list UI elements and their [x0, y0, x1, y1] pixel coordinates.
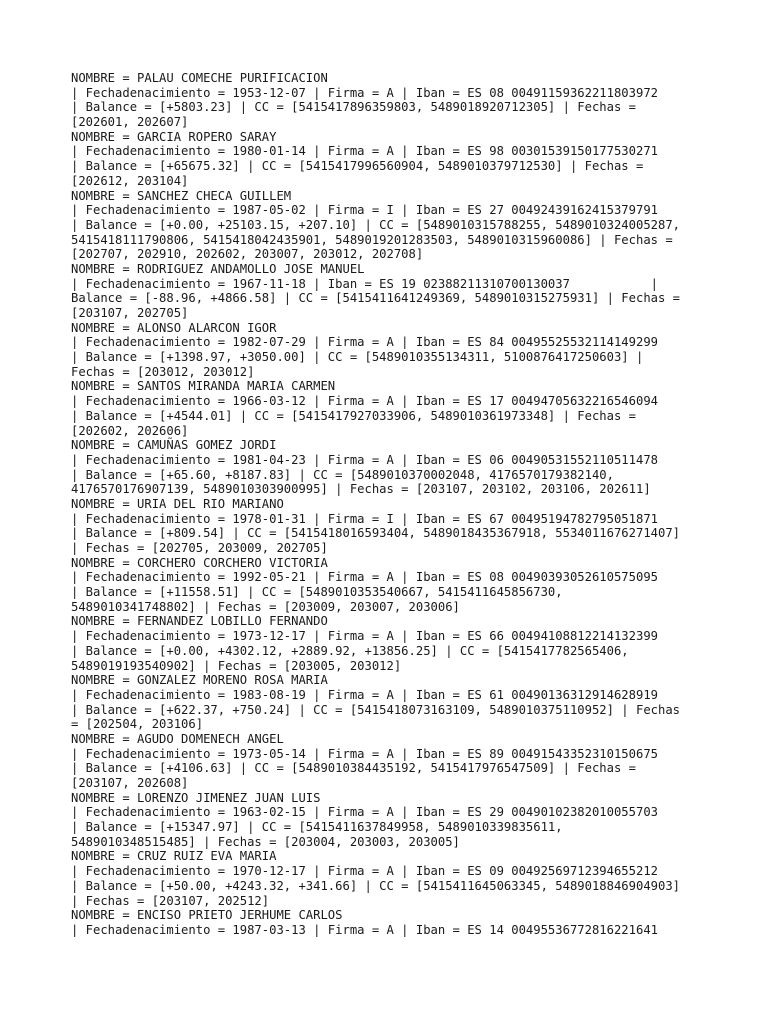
text-line: NOMBRE = AGUDO DOMENECH ANGEL — [71, 731, 284, 746]
text-line: | Balance = [+0.00, +25103.15, +207.10] | CC = [5489010315788255, 5489010324005287, — [71, 217, 681, 232]
text-line: | Balance = [+50.00, +4243.32, +341.66] | CC = [5415411645063345, 5489018846904903] — [71, 878, 681, 893]
text-line: NOMBRE = CAMUÑAS GOMEZ JORDI — [71, 438, 277, 453]
text-line: [202707, 202910, 202602, 203007, 203012, 202708] — [71, 247, 424, 262]
text-line: NOMBRE = RODRIGUEZ ANDAMOLLO JOSE MANUEL — [71, 261, 365, 276]
text-line: NOMBRE = SANTOS MIRANDA MARIA CARMEN — [71, 379, 336, 394]
text-line: | Fechadenacimiento = 1973-12-17 | Firma = A | Iban = ES 66 00494108812214132399 — [71, 629, 658, 644]
text-line: [203107, 202608] — [71, 776, 189, 790]
text-line: | Balance = [+809.54] | CC = [5415418016593404, 5489018435367918, 5534011676271407] — [71, 526, 681, 541]
text-line: | Balance = [+4544.01] | CC = [5415417927033906, 5489010361973348] | Fechas = — [71, 408, 636, 423]
text-line: | Balance = [+1398.97, +3050.00] | CC = [5489010355134311, 5100876417250603] | — [71, 350, 644, 365]
text-line: NOMBRE = URIA DEL RIO MARIANO — [71, 496, 284, 511]
text-line: NOMBRE = LORENZO JIMENEZ JUAN LUIS — [71, 790, 321, 805]
text-line: | Fechadenacimiento = 1953-12-07 | Firma = A | Iban = ES 08 00491159362211803972 — [71, 85, 658, 100]
text-line: | Fechas = [202705, 203009, 202705] — [71, 541, 328, 555]
text-line: NOMBRE = FERNANDEZ LOBILLO FERNANDO — [71, 614, 328, 629]
text-line: NOMBRE = CRUZ RUIZ EVA MARIA — [71, 849, 277, 864]
text-line: NOMBRE = GARCIA ROPERO SARAY — [71, 129, 277, 144]
text-line: | Fechadenacimiento = 1963-02-15 | Firma = A | Iban = ES 29 00490102382010055703 — [71, 805, 658, 820]
text-line: | Fechadenacimiento = 1987-03-13 | Firma = A | Iban = ES 14 00495536772816221641 — [71, 922, 658, 937]
text-line: | Balance = [+5803.23] | CC = [5415417896359803, 5489018920712305] | Fechas = — [71, 100, 636, 115]
text-line: [202612, 203104] — [71, 173, 189, 188]
text-line: | Fechadenacimiento = 1967-11-18 | Iban = ES 19 02388211310700130037 | — [71, 276, 658, 291]
text-line: | Fechadenacimiento = 1983-08-19 | Firma = A | Iban = ES 61 00490136312914628919 — [71, 687, 658, 702]
text-line: NOMBRE = SANCHEZ CHECA GUILLEM — [71, 188, 292, 203]
text-line: [202602, 202606] — [71, 423, 189, 438]
text-line: | Balance = [+622.37, +750.24] | CC = [5415418073163109, 5489010375110952] | Fechas — [71, 702, 681, 717]
text-line: | Balance = [+4106.63] | CC = [5489010384435192, 5415417976547509] | Fechas = — [71, 761, 636, 776]
text-line: 5489019193540902] | Fechas = [203005, 203012] — [71, 658, 402, 673]
text-line: | Balance = [+15347.97] | CC = [5415411637849958, 5489010339835611, — [71, 820, 563, 835]
text-line: Balance = [-88.96, +4866.58] | CC = [5415411641249369, 5489010315275931] | Fechas = — [71, 291, 681, 306]
text-line: | Balance = [+65675.32] | CC = [5415417996560904, 5489010379712530] | Fechas = — [71, 159, 644, 174]
text-line: NOMBRE = ENCISO PRIETO JERHUME CARLOS — [71, 908, 343, 923]
text-line: Fechas = [203012, 203012] — [71, 364, 255, 379]
text-line: | Fechas = [203107, 202512] — [71, 893, 270, 908]
text-line: = [202504, 203106] — [71, 717, 204, 732]
text-line: NOMBRE = GONZALEZ MORENO ROSA MARIA — [71, 673, 328, 688]
text-line: | Balance = [+65.60, +8187.83] | CC = [5489010370002048, 4176570179382140, — [71, 467, 614, 482]
text-line: 4176570176907139, 5489010303900995] | Fechas = [203107, 203102, 203106, 202611] — [71, 482, 651, 497]
text-line: [202601, 202607] — [71, 115, 189, 130]
text-line: | Fechadenacimiento = 1978-01-31 | Firma = I | Iban = ES 67 00495194782795051871 — [71, 511, 658, 526]
text-line: | Fechadenacimiento = 1987-05-02 | Firma = I | Iban = ES 27 00492439162415379791 — [71, 203, 658, 218]
text-line: | Balance = [+11558.51] | CC = [5489010353540667, 5415411645856730, — [71, 585, 563, 600]
text-line: NOMBRE = CORCHERO CORCHERO VICTORIA — [71, 555, 328, 570]
text-line: 5489010341748802] | Fechas = [203009, 203007, 203006] — [71, 599, 460, 614]
text-line: | Fechadenacimiento = 1973-05-14 | Firma = A | Iban = ES 89 00491543352310150675 — [71, 746, 658, 761]
text-line: [203107, 202705] — [71, 306, 189, 320]
text-line: | Fechadenacimiento = 1992-05-21 | Firma = A | Iban = ES 08 00490393052610575095 — [71, 570, 658, 585]
text-line: 5415418111790806, 5415418042435901, 5489019201283503, 5489010315960086] | Fechas = — [71, 232, 673, 247]
text-line: | Fechadenacimiento = 1970-12-17 | Firma = A | Iban = ES 09 00492569712394655212 — [71, 864, 658, 879]
text-line: | Fechadenacimiento = 1982-07-29 | Firma = A | Iban = ES 84 00495525532114149299 — [71, 335, 658, 350]
text-line: | Fechadenacimiento = 1981-04-23 | Firma = A | Iban = ES 06 00490531552110511478 — [71, 452, 658, 467]
text-line: | Fechadenacimiento = 1980-01-14 | Firma = A | Iban = ES 98 00301539150177530271 — [71, 144, 658, 159]
document-text — [71, 71, 711, 938]
text-line: | Balance = [+0.00, +4302.12, +2889.92, +13856.25] | CC = [5415417782565406, — [71, 643, 629, 658]
text-line: NOMBRE = ALONSO ALARCON IGOR — [71, 320, 277, 335]
text-line: NOMBRE = PALAU COMECHE PURIFICACION — [71, 71, 328, 85]
text-line: 5489010348515485] | Fechas = [203004, 203003, 203005] — [71, 834, 460, 849]
text-line: | Fechadenacimiento = 1966-03-12 | Firma = A | Iban = ES 17 00494705632216546094 — [71, 394, 658, 409]
